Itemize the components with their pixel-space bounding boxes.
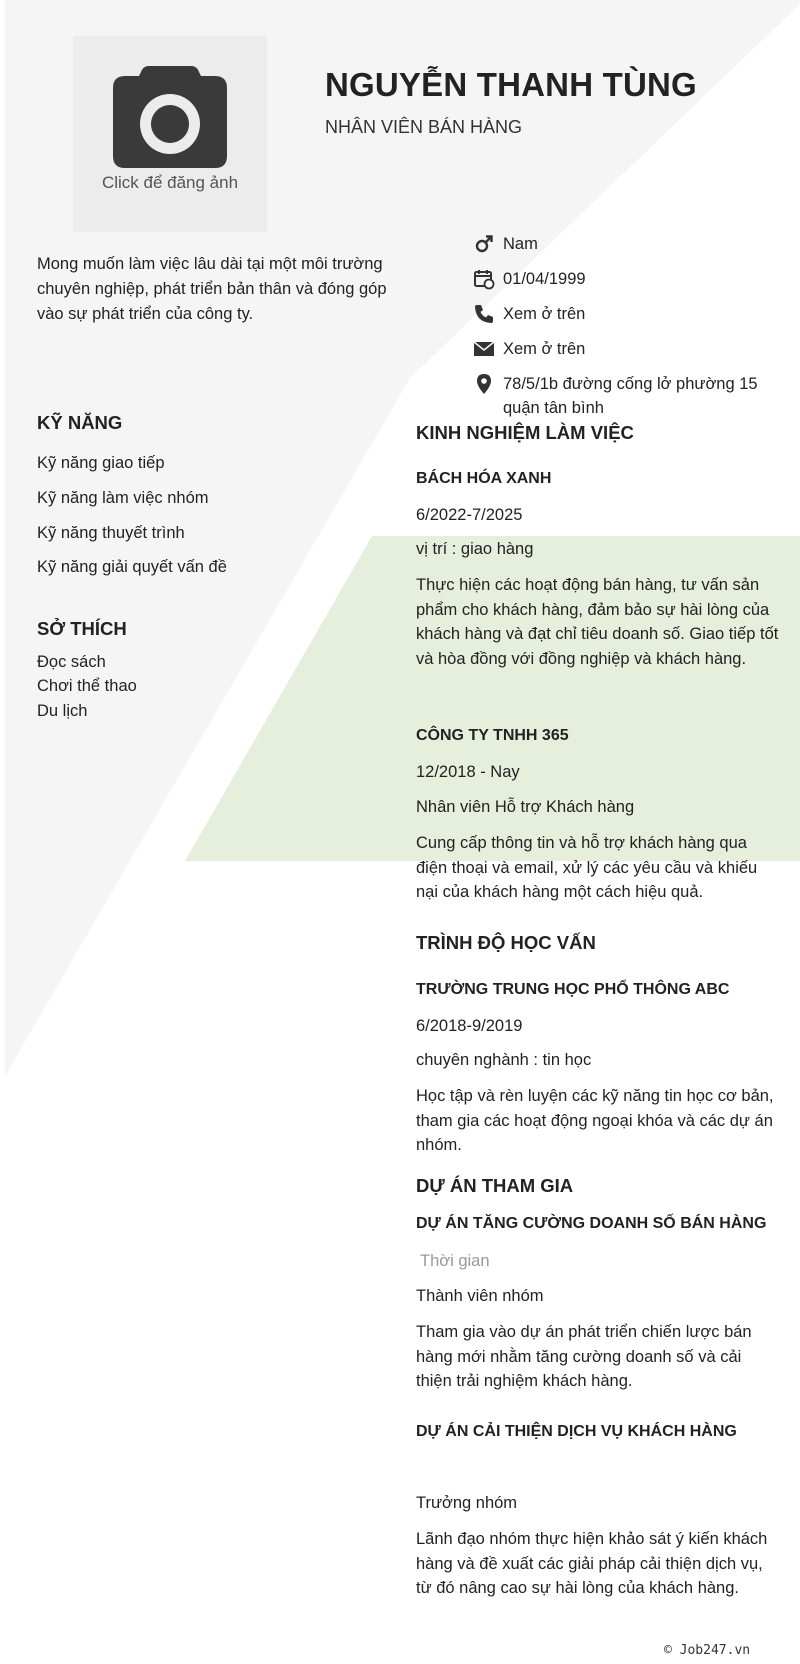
- skill-item: Kỹ năng thuyết trình: [37, 524, 185, 542]
- school-name: TRƯỜNG TRUNG HỌC PHỔ THÔNG ABC: [416, 981, 730, 998]
- hobby-item: Chơi thể thao: [37, 677, 137, 695]
- education-major: chuyên nghành : tin học: [416, 1051, 592, 1069]
- skill-item: Kỹ năng giao tiếp: [37, 454, 165, 472]
- hobby-item: Du lịch: [37, 702, 88, 720]
- phone-icon: [473, 303, 495, 325]
- job-period: 12/2018 - Nay: [416, 763, 520, 781]
- email-value: Xem ở trên: [503, 340, 586, 358]
- education-description: Học tập và rèn luyện các kỹ năng tin học cơ bản, tham gia các hoạt động ngoại khóa và các dự án nhóm.: [416, 1087, 774, 1154]
- skill-item: Kỹ năng làm việc nhóm: [37, 489, 209, 507]
- skill-item: Kỹ năng giải quyết vấn đề: [37, 558, 227, 576]
- job-description: Thực hiện các hoạt động bán hàng, tư vấn sản phẩm cho khách hàng, đảm bảo sự hài lòng của khách hàng và đạt chỉ tiêu doanh số. Giao tiếp tốt và hòa đồng với đồng nghiệp và khách hàng.: [416, 576, 779, 668]
- job-company: BÁCH HÓA XANH: [416, 470, 552, 487]
- photo-upload-label: Click để đăng ảnh: [101, 173, 239, 192]
- candidate-name: NGUYỄN THANH TÙNG: [325, 66, 697, 103]
- location-pin-icon: [473, 373, 495, 395]
- job-period: 6/2022-7/2025: [416, 506, 523, 524]
- photo-upload-area[interactable]: [73, 36, 267, 232]
- skills-heading: KỸ NĂNG: [37, 412, 123, 433]
- job-role: vị trí : giao hàng: [416, 540, 534, 558]
- project-name: DỰ ÁN TĂNG CƯỜNG DOANH SỐ BÁN HÀNG: [416, 1215, 767, 1232]
- job-role: Nhân viên Hỗ trợ Khách hàng: [416, 798, 635, 816]
- projects-heading: DỰ ÁN THAM GIA: [416, 1175, 574, 1196]
- calendar-icon: [473, 268, 495, 290]
- footer-copyright: © Job247.vn: [664, 1643, 751, 1658]
- birthday-value: 01/04/1999: [503, 270, 586, 288]
- envelope-icon: [473, 338, 495, 360]
- experience-heading: KINH NGHIỆM LÀM VIỆC: [416, 422, 634, 443]
- project-role: Trưởng nhóm: [416, 1494, 518, 1512]
- gender-value: Nam: [503, 235, 538, 253]
- project-role: Thành viên nhóm: [416, 1287, 544, 1305]
- address-value: 78/5/1b đường cống lở phường 15 quận tân bình: [503, 375, 758, 417]
- project-description: Lãnh đạo nhóm thực hiện khảo sát ý kiến khách hàng và đề xuất các giải pháp cải thiện dịch vụ, từ đó nâng cao sự hài lòng của khách hàng.: [416, 1530, 768, 1597]
- hobby-item: Đọc sách: [37, 653, 106, 671]
- hobbies-heading: SỞ THÍCH: [37, 618, 127, 639]
- camera-icon: [111, 64, 229, 168]
- job-company: CÔNG TY TNHH 365: [416, 727, 569, 744]
- contact-info: [473, 232, 773, 422]
- job-description: Cung cấp thông tin và hỗ trợ khách hàng qua điện thoại và email, xử lý các yêu cầu và khiếu nại của khách hàng một cách hiệu quả.: [416, 834, 758, 901]
- education-period: 6/2018-9/2019: [416, 1017, 523, 1035]
- career-objective: Mong muốn làm việc lâu dài tại một môi trường chuyên nghiệp, phát triển bản thân và đóng góp vào sự phát triển của công ty.: [37, 255, 387, 323]
- phone-value: Xem ở trên: [503, 305, 586, 323]
- candidate-title: NHÂN VIÊN BÁN HÀNG: [325, 117, 523, 137]
- project-name: DỰ ÁN CẢI THIỆN DỊCH VỤ KHÁCH HÀNG: [416, 1423, 737, 1440]
- project-period-placeholder[interactable]: Thời gian: [420, 1252, 490, 1270]
- education-heading: TRÌNH ĐỘ HỌC VẤN: [416, 932, 596, 953]
- gender-icon: [473, 233, 495, 255]
- project-description: Tham gia vào dự án phát triển chiến lược bán hàng mới nhằm tăng cường doanh số và cải thiện trải nghiệm khách hàng.: [416, 1323, 752, 1390]
